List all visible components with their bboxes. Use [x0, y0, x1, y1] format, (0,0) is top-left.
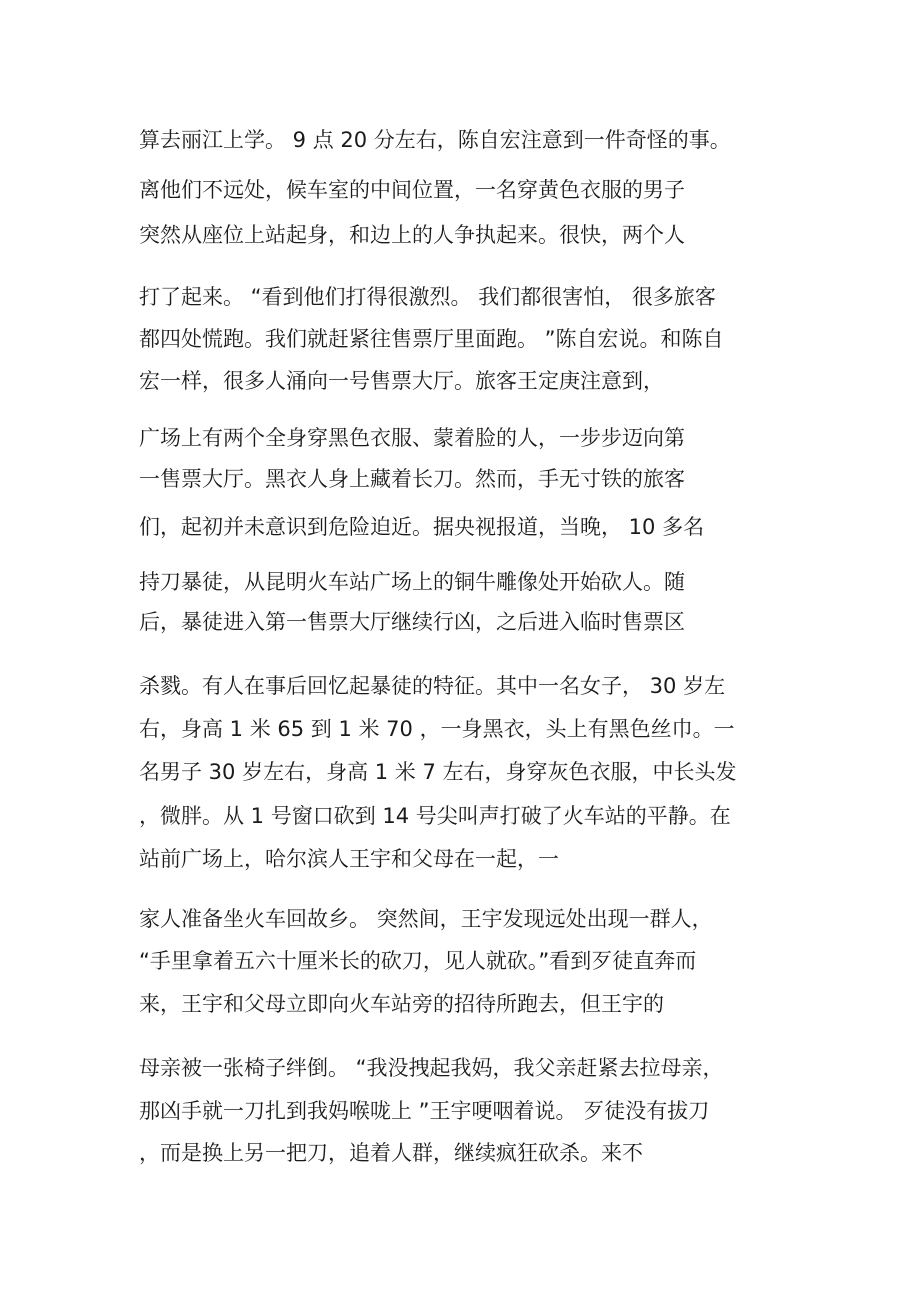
text-line: 那凶手就一刀扎到我妈喉咙上 ”王宇哽咽着说。 歹徒没有拔刀	[139, 1099, 710, 1123]
text-line: ，微胖。从 1 号窗口砍到 14 号尖叫声打破了火车站的平静。在	[139, 804, 731, 828]
text-line: 后，暴徒进入第一售票大厅继续行凶，之后进入临时售票区	[139, 610, 685, 634]
text-line: 宏一样，很多人涌向一号售票大厅。旅客王定庚注意到，	[139, 369, 664, 393]
text-line: 们，起初并未意识到危险迫近。据央视报道，当晚， 10 多名	[139, 515, 705, 539]
text-line: 家人准备坐火车回故乡。 突然间，王宇发现远处出现一群人，	[139, 907, 713, 931]
text-line: 持刀暴徒，从昆明火车站广场上的铜牛雕像处开始砍人。随	[139, 570, 685, 594]
text-line: 右，身高 1 米 65 到 1 米 70 ，一身黑衣，头上有黑色丝巾。一	[139, 717, 735, 741]
text-line: 杀戮。有人在事后回忆起暴徒的特征。其中一名女子， 30 岁左	[139, 674, 726, 698]
text-line: 一售票大厅。黑衣人身上藏着长刀。然而，手无寸铁的旅客	[139, 467, 685, 491]
text-line: 打了起来。 “看到他们打得很激烈。 我们都很害怕， 很多旅客	[139, 285, 716, 309]
text-line: 广场上有两个全身穿黑色衣服、蒙着脸的人，一步步迈向第	[139, 426, 685, 450]
text-line: 离他们不远处，候车室的中间位置，一名穿黄色衣服的男子	[139, 178, 685, 202]
text-line: 来，王宇和父母立即向火车站旁的招待所跑去，但王宇的	[139, 992, 664, 1016]
text-line: ，而是换上另一把刀，追着人群，继续疯狂砍杀。来不	[139, 1141, 643, 1165]
text-line: 突然从座位上站起身，和边上的人争执起来。很快，两个人	[139, 223, 685, 247]
text-line: 母亲被一张椅子绊倒。 “我没拽起我妈，我父亲赶紧去拉母亲，	[139, 1056, 724, 1080]
text-line: 名男子 30 岁左右，身高 1 米 7 左右，身穿灰色衣服，中长头发	[139, 760, 737, 784]
text-line: 算去丽江上学。 9 点 20 分左右，陈自宏注意到一件奇怪的事。	[139, 128, 731, 152]
text-line: 都四处慌跑。我们就赶紧往售票厅里面跑。 ”陈自宏说。和陈自	[139, 327, 724, 351]
text-line: “手里拿着五六十厘米长的砍刀，见人就砍。”看到歹徒直奔而	[139, 949, 697, 973]
text-line: 站前广场上，哈尔滨人王宇和父母在一起，一	[139, 847, 559, 871]
